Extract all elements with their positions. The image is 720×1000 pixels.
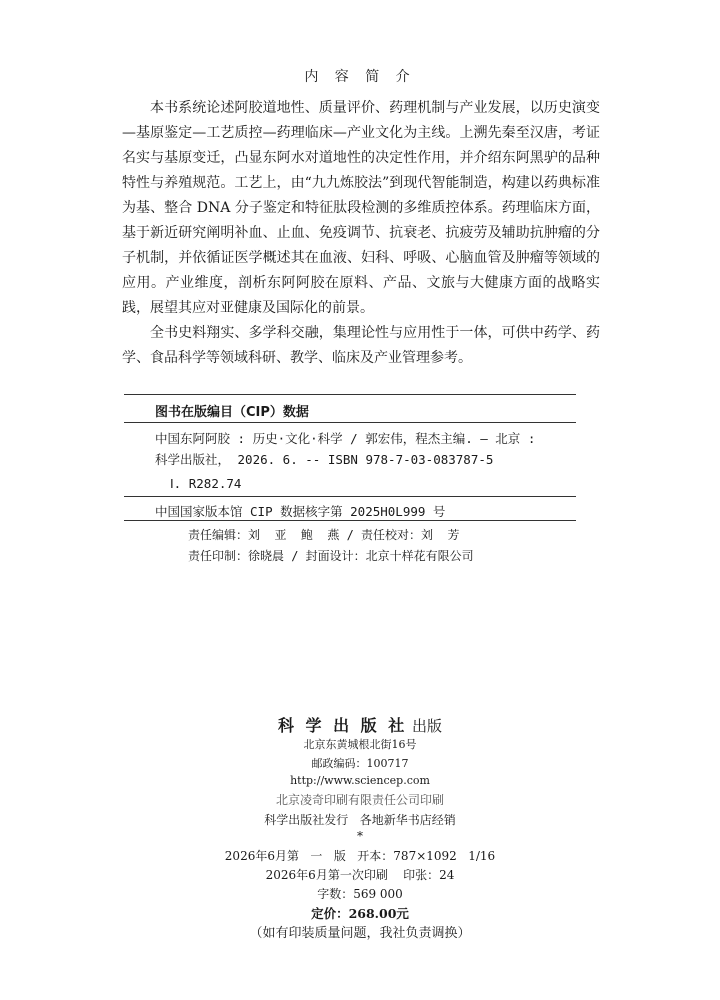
publisher-address: 北京东黄城根北街16号	[303, 738, 417, 751]
edition-info: 2026年6月第 一 版 开本：787×1092 1/16	[224, 849, 496, 863]
cip-catalog-line: 科学出版社， 2026. 6. -- ISBN 978-7-03-083787-5	[155, 452, 494, 467]
cip-top-rule	[124, 394, 576, 395]
printing-info: 2026年6月第一次印刷 印张：24	[265, 868, 455, 882]
synopsis-title: 内 容 简 介	[304, 69, 416, 85]
cip-catalog-line: 中国东阿阿胶 : 历史·文化·科学 / 郭宏伟，程杰主编. — 北京 :	[155, 431, 536, 446]
publisher-logo: 科 学 出 版 社	[277, 716, 408, 735]
synopsis-paragraph: 全书史料翔实、多学科交融，集理论性与应用性于一体，可供中药学、药学、食品科学等领域科研、教学、临床及产业管理参考。	[122, 325, 600, 366]
price: 定价：268.00元	[311, 906, 409, 921]
distribution: 科学出版社发行 各地新华书店经销	[264, 813, 456, 827]
postcode: 邮政编码：100717	[311, 757, 409, 770]
printer: 北京凌奇印刷有限责任公司印刷	[275, 793, 444, 807]
publisher-suffix: 出版	[407, 717, 443, 735]
cip-heading-rule	[124, 422, 576, 423]
cip-approval-number: 中国国家版本馆 CIP 数据核字第 2025H0L999 号	[155, 504, 446, 519]
printing-credits: 责任印制：徐晓晨 / 封面设计：北京十样花有限公司	[188, 549, 474, 563]
cip-separator-rule	[124, 496, 576, 497]
word-count: 字数：569 000	[317, 887, 403, 901]
synopsis-body	[122, 96, 600, 371]
editor-credits: 责任编辑：刘 亚 鲍 燕 / 责任校对：刘 芳	[188, 528, 460, 542]
separator-asterisk: *	[357, 829, 363, 843]
cip-heading: 图书在版编目（CIP）数据	[155, 405, 309, 420]
cip-classification: Ⅰ. R282.74	[170, 476, 242, 491]
publisher-url: http://www.sciencep.com	[290, 774, 430, 787]
cip-bottom-rule	[124, 520, 576, 521]
synopsis-paragraph: 本书系统论述阿胶道地性、质量评价、药理机制与产业发展，以历史演变—基原鉴定—工艺质控—药理临床—产业文化为主线。上溯先秦至汉唐，考证名实与基原变迁，凸显东阿水对道地性的决定性作用，并介绍东阿黑驴的品种特性与养殖规范。工艺上，由“九九炼胶法”到现代智能制造，构建以药典标准为基、整合 DNA 分子鉴定和特征肽段检测的多维质控体系。药理临床方面，基于新近研究阐明补血、止血、免疫调节、抗衰老、抗疲劳及辅助抗肿瘤的分子机制，并依循证医学概述其在血液、妇科、呼吸、心脑血管及肿瘤等领域的应用。产业维度，剖析东阿阿胶在原料、产品、文旅与大健康方面的战略实践，展望其应对亚健康及国际化的前景。	[122, 100, 600, 316]
quality-notice: （如有印装质量问题，我社负责调换）	[249, 926, 471, 941]
publisher-line	[0, 713, 720, 736]
